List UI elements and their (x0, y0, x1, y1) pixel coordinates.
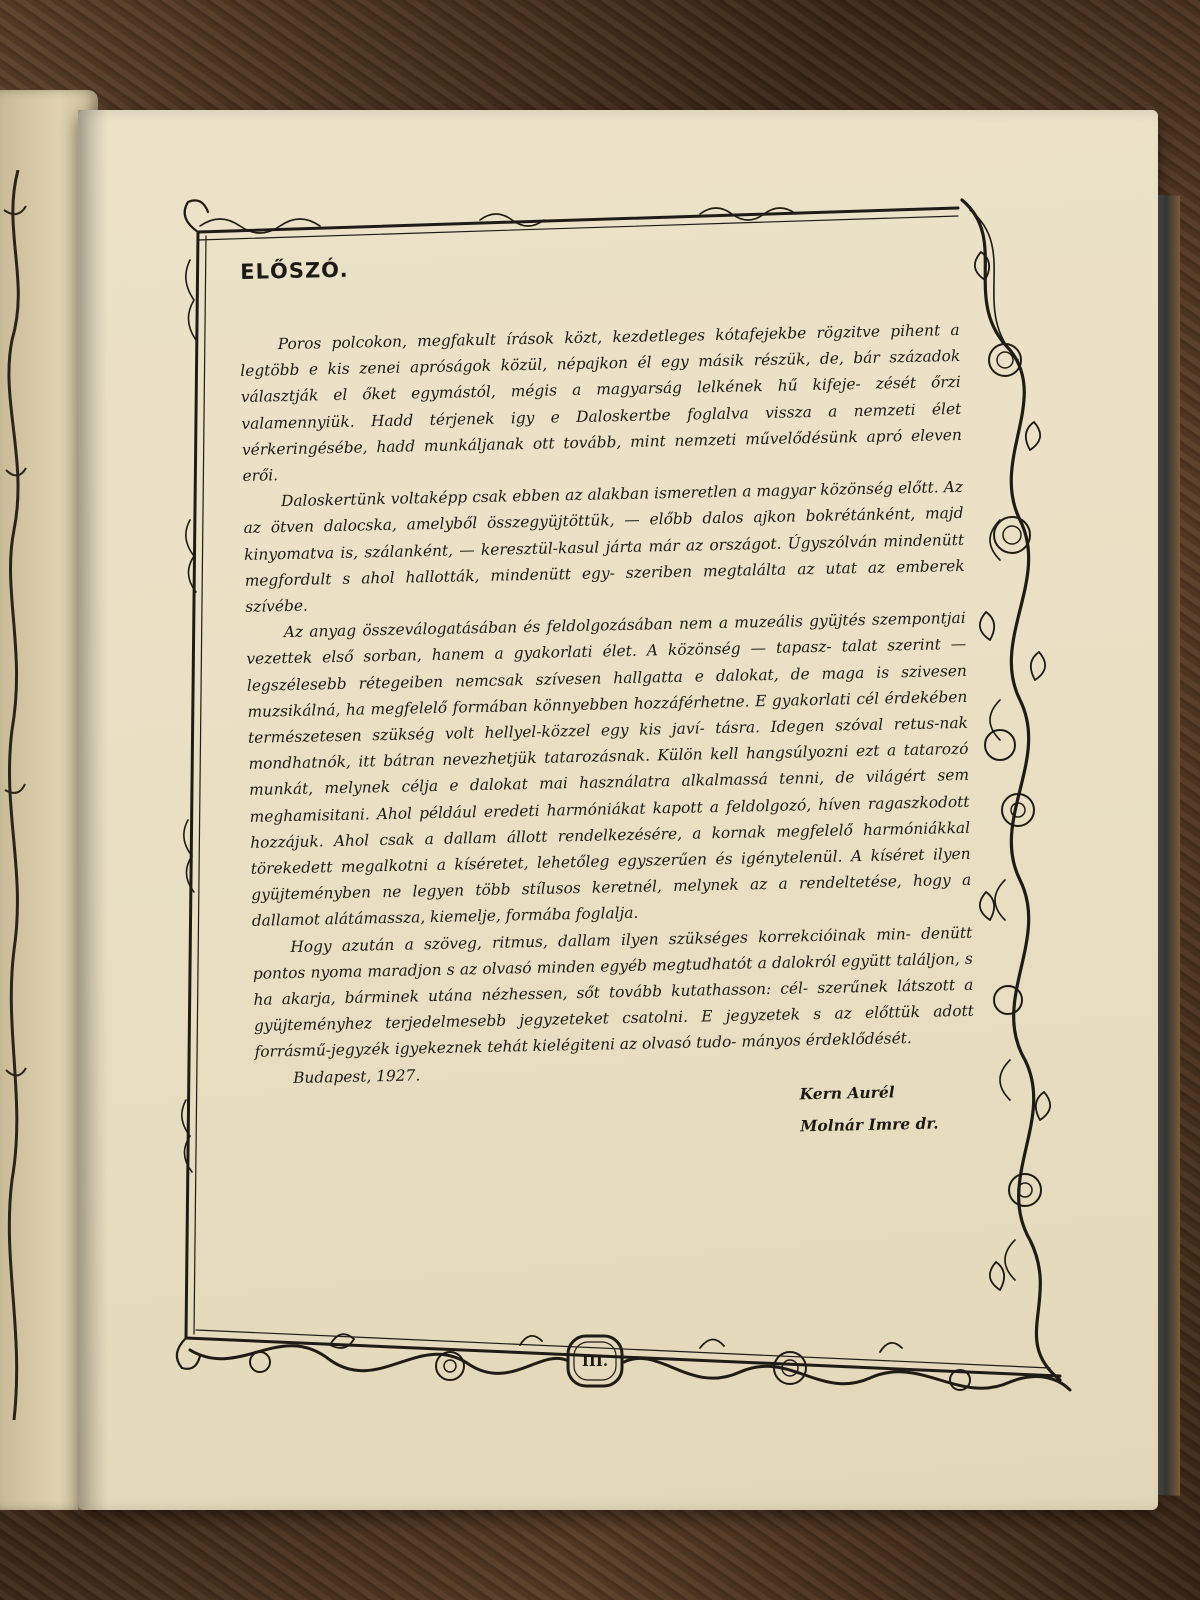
preface-body (238, 245, 977, 1154)
paragraph-1: Poros polcokon, megfakult írások közt, kezdetleges kótafejekbe rögzitve pihent a legtöbb e kis zenei apróságok közül, népajkon él egy másik részük, de, bár századok választják el őket egymástól, mégis a magyarság lelkének hű kifeje- zését őrzi valamennyiük. Hadd térjenek igy e Daloskertbe foglalva vissza a nemzeti élet vérkeringésébe, hadd munkáljanak ott tovább, mint nemzeti művelődésünk apró eleven erői. (240, 320, 963, 485)
signature-block (799, 1074, 976, 1142)
signature-1: Kern Aurél (799, 1082, 895, 1104)
page-title: ELŐSZÓ. (239, 257, 349, 284)
page-number: III. (581, 1352, 609, 1370)
place-and-date: Budapest, 1927. (292, 1066, 421, 1087)
signature-2: Molnár Imre dr. (800, 1113, 939, 1136)
paragraph-2: Daloskertünk voltaképp csak ebben az alakban ismeretlen a magyar közönség előtt. Az az ötven dalocska, amelyből összegyüjtöttük, — előbb dalos ajkon bokrétánként, majd kinyomatva is, szálanként, — keresztül-kasul járta már az országot. Úgyszólván mindenütt megfordult s ahol hallották, mindenütt egy- szeriben megtalálta az utat az emberek szívébe. (243, 478, 965, 616)
paragraph-4: Hogy azután a szöveg, ritmus, dallam ilyen szükséges korrekcióinak min- denütt pontos nyoma maradjon s az olvasó minden egyéb megtudhatót a dalokról együtt találjon, s ha akarja, bárminek utána nézhessen, sőt tovább kutathasson: cél- szerűnek látszott a gyüjteményhez terjedelmesebb jegyzeteket csatolni. E jegyzetek s az előttük adott forrásmű-jegyzék igyekeznek tehát kielégiteni az olvasó tudo- mányos érdeklődését. (252, 923, 975, 1062)
paragraph-3: Az anyag összeválogatásában és feldolgozásában nem a muzeális gyüjtés szempontjai vezettek első sorban, hanem a gyakorlati élet. A közönség — tapasz- talat szerint — legszélesebb rétegeiben nemcsak szívesen hallgatta e dalokat, de maga is szivesen muzsikálná, ha megfelelő formában könnyebben hozzáférhetne. E gyakorlati cél érdekében természetesen szükség volt hellyel-közzel egy kis javí- tásra. Idegen szóval retus-nak mondhatnók, itt bátran nevezhetjük tatarozásnak. Külön kell hangsúlyozni ezt a tatarozó munkát, melynek célja e dalokat mai használatra alkalmassá tenni, de világért sem meghamisitani. Ahol például eredeti harmóniákat kapott a feldolgozó, híven ragaszkodott hozzájuk. Ahol csak a dallam állott rendelkezésére, a kornak megfelelő harmóniákkal törekedett megalkotni a kíséretet, lehetőleg egyszerűen és igénytelenül. A kíséret ilyen gyüjteményben ne legyen több stílusos keretnél, melynek az a rendeltetése, hogy a dallamot alátámassza, kiemelje, formába foglalja. (246, 609, 972, 931)
